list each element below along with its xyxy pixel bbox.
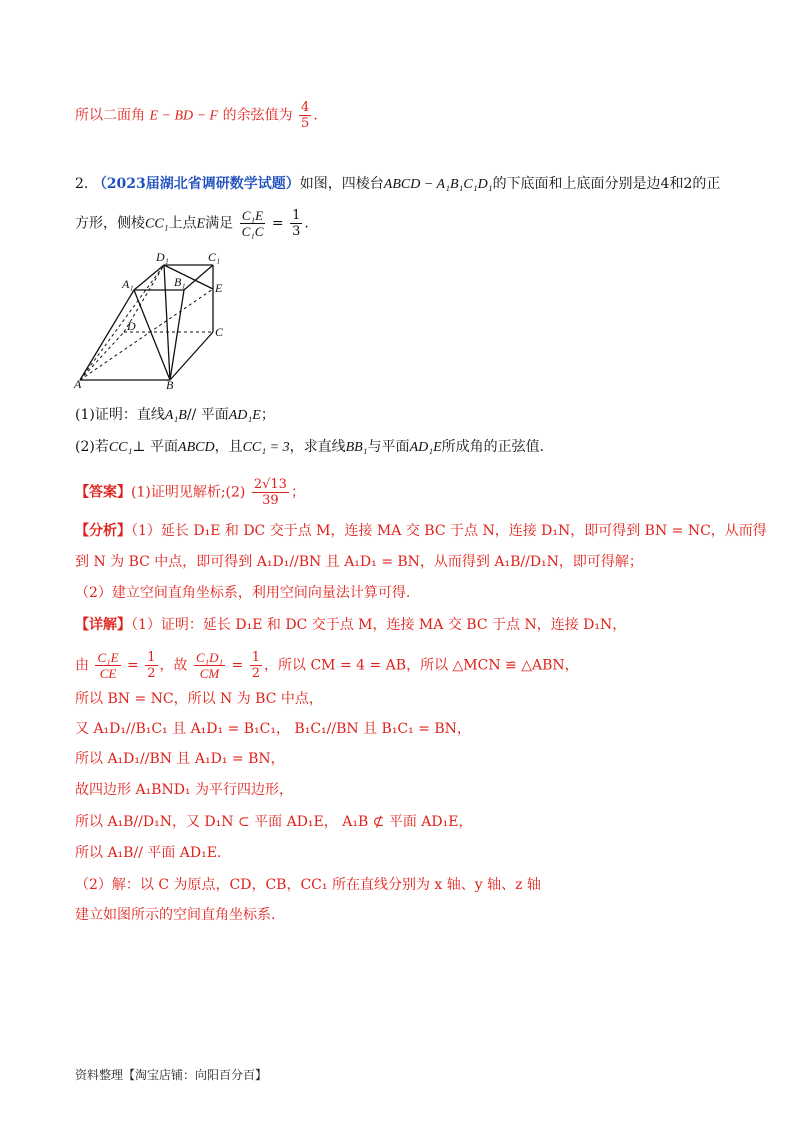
detail-line-1: 【详解】（1）证明：延长 D₁E 和 DC 交于点 M，连接 MA 交 BC 于点 N，连接 D₁N， (75, 617, 627, 633)
detail-line-7: 所以 A₁B//D₁N，又 D₁N ⊂ 平面 AD₁E， A₁B ⊄ 平面 AD₁E， (75, 814, 473, 830)
detail-line-5: 所以 A₁D₁//BN 且 A₁D₁ = BN， (75, 751, 285, 767)
ratio-fraction: $\frac{\text{C₁E}}{\text{C₁C}}$ (241, 208, 264, 239)
segment-AE (80, 289, 213, 380)
problem-source: （2023届湖北省调研数学试题） (92, 176, 300, 192)
label-B1: B₁ (174, 275, 186, 289)
label-B: B (166, 378, 174, 390)
question-2: (2)若CC₁⊥ 平面ABCD，且CC₁ = 3，求直线BB₁与平面AD₁E所成角的正弦值. (75, 439, 545, 455)
cosine-fraction: $\frac{4}{5}$ (301, 100, 310, 131)
label-C: C (215, 325, 224, 339)
label-A: A (74, 377, 82, 390)
answer-fraction: $\frac{2√13}{39}$ (253, 477, 287, 508)
analysis-line-2: 到 N 为 BC 中点，即可得到 A₁D₁//BN 且 A₁D₁ = BN，从而得到 A₁B//D₁N，即可得解； (75, 554, 643, 570)
problem-line-2: 方形，侧棱CC₁上点E满足 $\frac{\text{C₁E}}{\text{C₁C}}$ = $\frac{1}{3}$ . (75, 208, 309, 239)
label-D: D (127, 319, 136, 333)
frustum-figure (72, 250, 242, 390)
problem-number: 2. (75, 176, 89, 192)
segment-A1B (134, 290, 170, 380)
label-E: E (215, 281, 223, 295)
analysis-line-1: 【分析】（1）延长 D₁E 和 DC 交于点 M，连接 MA 交 BC 于点 N，连接 D₁N，即可得到 BN = NC，从而得 (75, 523, 767, 539)
label-A1: A₁ (122, 277, 134, 291)
detail-line-10: 建立如图所示的空间直角坐标系. (75, 907, 276, 923)
label-D1: D₁ (156, 250, 169, 264)
answer-label: 【答案】 (75, 484, 131, 501)
answer-line: 【答案】(1)证明见解析;(2) $\frac{2√13}{39}$ ； (75, 477, 305, 508)
detail-label: 【详解】 (75, 617, 131, 633)
question-1: (1)证明：直线A₁B// 平面AD₁E； (75, 407, 275, 423)
analysis-label: 【分析】 (75, 523, 131, 539)
detail-line-2: 由 $\frac{\text{C₁E}}{CE}$ = $\frac{1}{2}$ ，故 $\frac{\text{C₁D₁}}{CM}$ = $\frac{1}{2}$ ，所以 CM = 4 = AB，所以 △MCN ≌ △ABN， (75, 650, 579, 681)
detail-line-3: 所以 BN = NC，所以 N 为 BC 中点， (75, 691, 323, 707)
detail-line-6: 故四边形 A₁BND₁ 为平行四边形， (75, 782, 293, 798)
page-footer: 资料整理【淘宝店铺：向阳百分百】 (75, 1068, 268, 1082)
detail-line-8: 所以 A₁B// 平面 AD₁E. (75, 845, 222, 861)
analysis-line-3: （2）建立空间直角坐标系，利用空间向量法计算可得. (75, 585, 411, 601)
edge-AA1 (80, 290, 134, 380)
conclusion-line: 所以二面角 E − BD − F 的余弦值为 $\frac{4}{5}$ . (75, 100, 318, 131)
detail-line-9: （2）解：以 C 为原点，CD，CB，CC₁ 所在直线分别为 x 轴、y 轴、z 轴 (75, 877, 541, 893)
detail-line-4: 又 A₁D₁//B₁C₁ 且 A₁D₁ = B₁C₁， B₁C₁//BN 且 B₁C₁ = BN， (75, 721, 471, 737)
edge-AD (80, 332, 124, 380)
label-C1: C₁ (208, 250, 221, 264)
problem-line-1: 2. （2023届湖北省调研数学试题）如图，四棱台ABCD − A₁B₁C₁D₁的下底面和上底面分别是边4和2的正 (75, 176, 721, 192)
ratio-value: $\frac{1}{3}$ (292, 208, 301, 239)
